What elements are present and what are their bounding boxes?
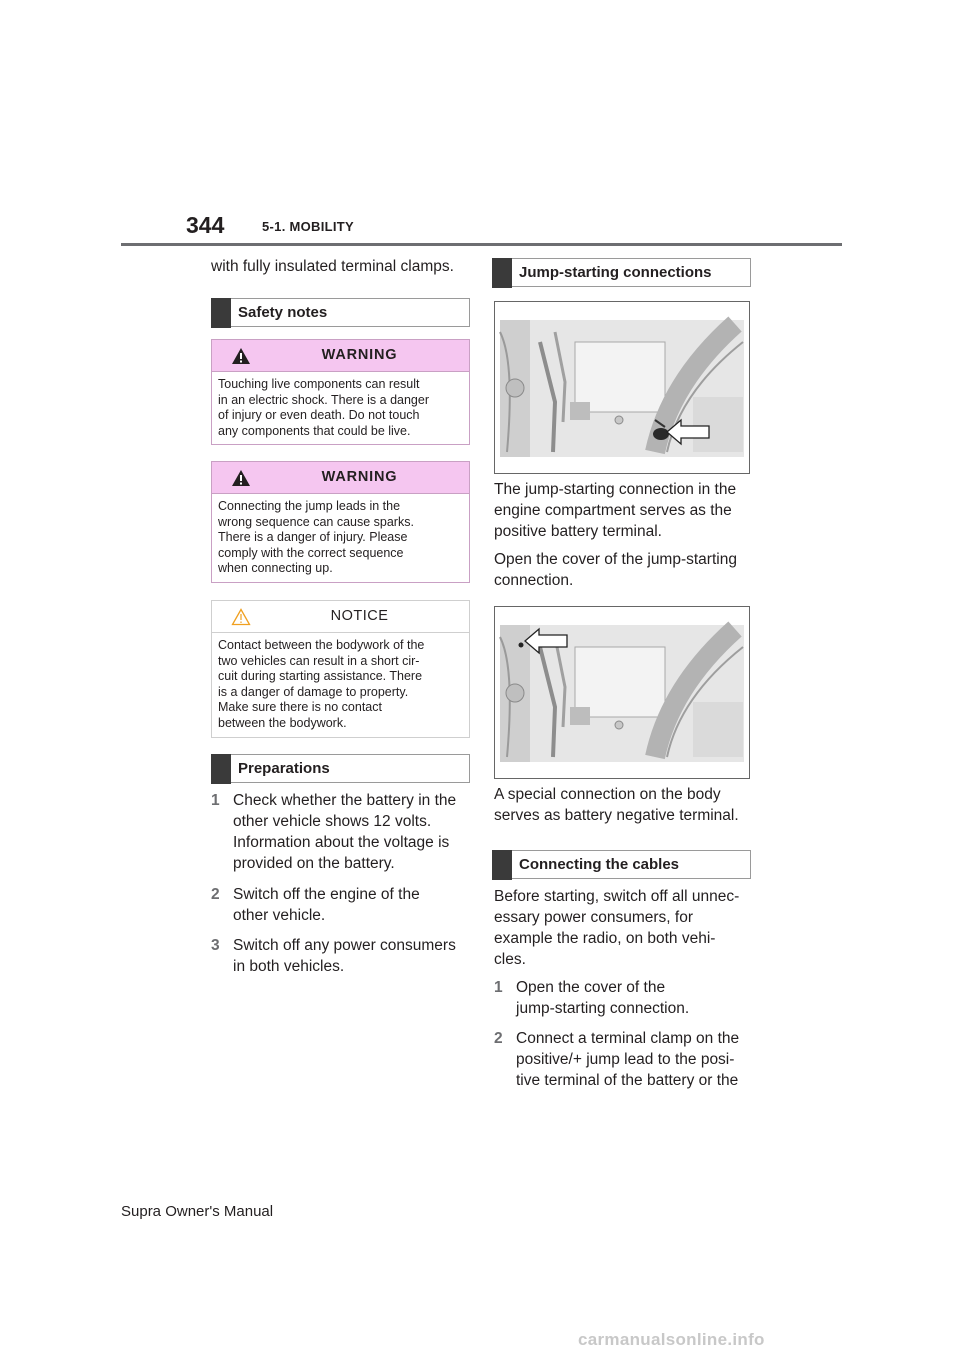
notice-box [211, 600, 470, 738]
heading-label: Safety notes [238, 304, 328, 321]
heading-bar [211, 298, 231, 328]
header-divider [121, 243, 842, 246]
footer-manual-title: Supra Owner's Manual [121, 1203, 274, 1220]
notice-triangle-icon [231, 608, 251, 626]
heading-bar [492, 258, 512, 288]
warning-header [212, 462, 469, 494]
step-text: Check whether the battery in the other vehicle shows 12 volts. Information about the voltage is provided on the battery. [233, 792, 457, 872]
step-text: Connect a terminal clamp on the positive/+ jump lead to the posi- tive terminal of the battery or the [516, 1030, 740, 1089]
intro-text: with fully insulated terminal clamps. [211, 258, 454, 275]
heading-label: Connecting the cables [519, 856, 680, 873]
warning-text: Connecting the jump leads in the wrong sequence can cause sparks. There is a danger of injury. Please comply with the correct sequence when connecting up. [218, 499, 414, 575]
connecting-cables-heading [492, 850, 751, 879]
warning-triangle-icon [231, 347, 251, 365]
warning-box-2 [211, 461, 470, 583]
paragraph: Open the cover of the jump-starting connection. [494, 551, 737, 589]
step-number: 3 [211, 937, 220, 954]
paragraph: The jump-starting connection in the engine compartment serves as the positive battery terminal. [494, 481, 737, 540]
step-text: Switch off the engine of the other vehicle. [233, 886, 420, 924]
engine-compartment-illustration [495, 607, 749, 778]
watermark[interactable]: carmanualsonline.info [578, 1330, 765, 1349]
paragraph: Before starting, switch off all unnec- essary power consumers, for example the radio, on both vehi- cles. [494, 888, 740, 968]
figure-negative-terminal [494, 606, 750, 779]
step-number: 2 [494, 1030, 503, 1047]
warning-header [212, 340, 469, 372]
notice-title: NOTICE [330, 608, 389, 624]
step-text: Switch off any power consumers in both vehicles. [233, 937, 456, 975]
step-text: Open the cover of the jump-starting connection. [516, 979, 690, 1017]
step-number: 1 [211, 792, 220, 809]
safety-notes-heading [211, 298, 470, 327]
notice-header [212, 601, 469, 633]
page-number: 344 [186, 212, 225, 238]
heading-bar [492, 850, 512, 880]
heading-bar [211, 754, 231, 784]
paragraph: A special connection on the body serves as battery negative terminal. [494, 786, 739, 824]
notice-text: Contact between the bodywork of the two vehicles can result in a short cir- cuit during starting assistance. There is a danger of damage to property. Make sure there is no contact between the bodywork. [218, 638, 425, 730]
warning-box-1 [211, 339, 470, 445]
preparations-heading [211, 754, 470, 783]
list-item [211, 790, 471, 880]
warning-title: WARNING [321, 469, 398, 485]
warning-title: WARNING [321, 347, 398, 363]
step-number: 1 [494, 979, 503, 996]
engine-compartment-illustration [495, 302, 749, 473]
list-item [494, 977, 754, 1022]
warning-triangle-icon [231, 469, 251, 487]
jump-starting-heading [492, 258, 751, 287]
figure-positive-terminal [494, 301, 750, 474]
section-title: 5-1. MOBILITY [262, 219, 355, 234]
step-number: 2 [211, 886, 220, 903]
heading-label: Preparations [238, 760, 330, 777]
heading-label: Jump-starting connections [519, 264, 712, 281]
list-item [494, 1028, 754, 1094]
warning-text: Touching live components can result in an electric shock. There is a danger of injury or even death. Do not touch any components that could be live. [218, 377, 429, 438]
list-item [211, 935, 471, 980]
list-item [211, 884, 471, 929]
